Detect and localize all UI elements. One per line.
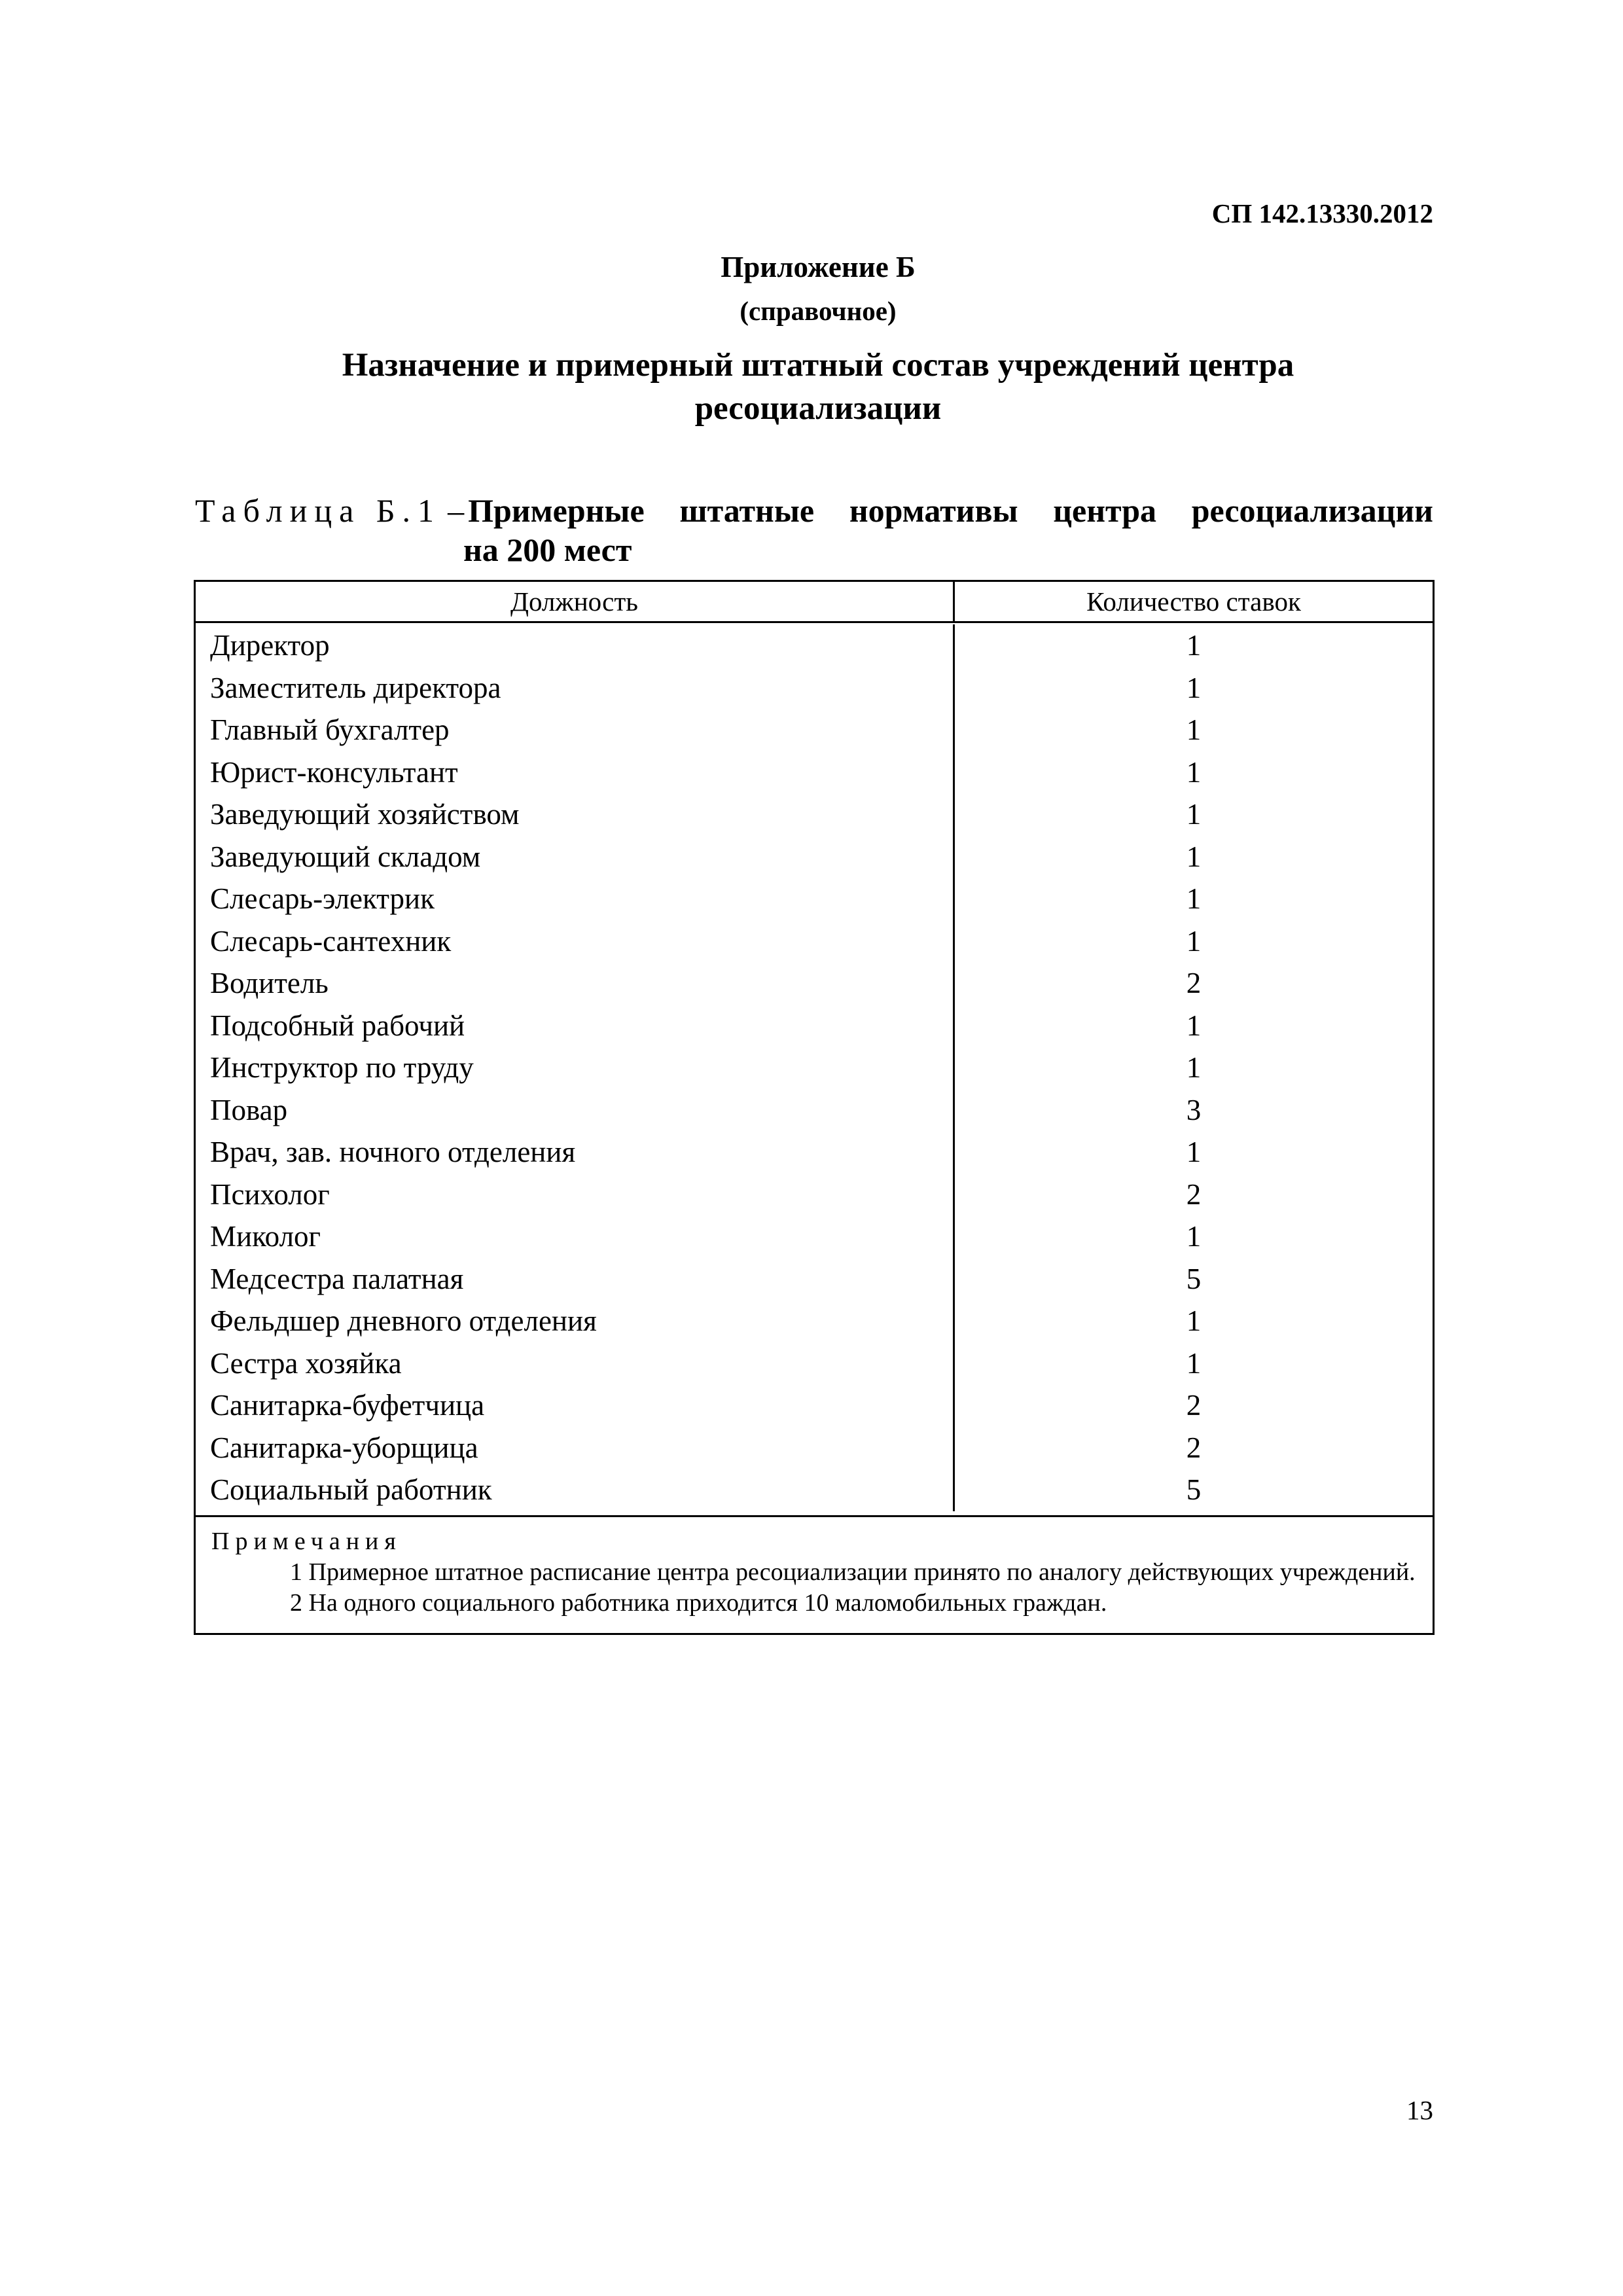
table-row bbox=[196, 624, 1433, 667]
cell-quantity: 1 bbox=[1186, 1136, 1202, 1169]
table-notes bbox=[196, 1517, 1433, 1633]
table-body bbox=[196, 623, 1433, 1517]
cell-position: Подсобный рабочий bbox=[196, 1005, 955, 1047]
cell-quantity: 1 bbox=[1186, 629, 1202, 662]
cell-quantity: 2 bbox=[1186, 1431, 1202, 1464]
cell-position: Директор bbox=[196, 624, 955, 667]
cell-position: Повар bbox=[196, 1089, 955, 1132]
cell-position: Заведующий складом bbox=[196, 836, 955, 878]
cell-position: Заведующий хозяйством bbox=[196, 793, 955, 836]
table-row bbox=[196, 1047, 1433, 1089]
table-row bbox=[196, 1300, 1433, 1342]
caption-word: ресоциализации bbox=[1191, 492, 1433, 529]
cell-quantity: 1 bbox=[1186, 1220, 1202, 1253]
table-row bbox=[196, 836, 1433, 878]
caption-word: Примерные bbox=[468, 492, 645, 529]
table-caption bbox=[195, 491, 1433, 569]
cell-position: Юрист-консультант bbox=[196, 751, 955, 794]
column-header-position: Должность bbox=[196, 582, 955, 621]
cell-position: Слесарь-электрик bbox=[196, 878, 955, 920]
table-caption-text bbox=[468, 491, 1433, 530]
cell-position: Медсестра палатная bbox=[196, 1258, 955, 1300]
table-row bbox=[196, 1174, 1433, 1216]
caption-word: центра bbox=[1053, 492, 1157, 529]
cell-quantity: 5 bbox=[1186, 1262, 1202, 1295]
table-row bbox=[196, 1427, 1433, 1469]
table-row bbox=[196, 793, 1433, 836]
cell-quantity: 1 bbox=[1186, 671, 1202, 704]
staff-table bbox=[194, 580, 1435, 1635]
caption-word: штатные bbox=[679, 492, 815, 529]
cell-position: Слесарь-сантехник bbox=[196, 920, 955, 963]
table-row bbox=[196, 1089, 1433, 1132]
notes-title: Примечания bbox=[211, 1527, 402, 1555]
note-item: 2 На одного социального работника приходится 10 маломобильных граждан. bbox=[290, 1588, 1107, 1617]
cell-position: Социальный работник bbox=[196, 1469, 955, 1511]
table-row bbox=[196, 1469, 1433, 1511]
table-row bbox=[196, 667, 1433, 709]
cell-quantity: 1 bbox=[1186, 755, 1202, 789]
table-caption-label: Таблица Б.1 bbox=[195, 492, 442, 529]
table-row bbox=[196, 1005, 1433, 1047]
table-row bbox=[196, 878, 1433, 920]
cell-position: Миколог bbox=[196, 1215, 955, 1258]
cell-quantity: 5 bbox=[1186, 1473, 1202, 1507]
column-header-quantity: Количество ставок bbox=[1086, 586, 1301, 617]
document-code: СП 142.13330.2012 bbox=[1211, 198, 1433, 228]
cell-quantity: 1 bbox=[1186, 840, 1202, 873]
cell-quantity: 2 bbox=[1186, 1177, 1202, 1211]
cell-quantity: 2 bbox=[1186, 1389, 1202, 1422]
cell-position: Заместитель директора bbox=[196, 667, 955, 709]
cell-position: Психолог bbox=[196, 1174, 955, 1216]
table-header-row bbox=[196, 582, 1433, 623]
cell-quantity: 1 bbox=[1186, 1346, 1202, 1380]
cell-position: Санитарка-уборщица bbox=[196, 1427, 955, 1469]
cell-quantity: 3 bbox=[1186, 1093, 1202, 1126]
cell-quantity: 1 bbox=[1186, 882, 1202, 916]
cell-quantity: 1 bbox=[1186, 1304, 1202, 1338]
cell-position: Сестра хозяйка bbox=[196, 1342, 955, 1385]
page-title-line-1: Назначение и примерный штатный состав учреждений центра bbox=[342, 347, 1294, 384]
cell-position: Врач, зав. ночного отделения bbox=[196, 1131, 955, 1174]
table-row bbox=[196, 1384, 1433, 1427]
cell-quantity: 1 bbox=[1186, 924, 1202, 958]
cell-quantity: 1 bbox=[1186, 1009, 1202, 1042]
table-caption-dash: – bbox=[448, 492, 465, 529]
page-title bbox=[0, 344, 1623, 430]
appendix-title: Приложение Б bbox=[721, 251, 916, 283]
cell-quantity: 1 bbox=[1186, 713, 1202, 747]
appendix-subtitle: (справочное) bbox=[740, 296, 897, 326]
cell-position: Водитель bbox=[196, 962, 955, 1005]
note-item: 1 Примерное штатное расписание центра ресоциализации принято по аналогу действующих учреждений. bbox=[290, 1558, 1416, 1586]
cell-quantity: 2 bbox=[1186, 967, 1202, 1000]
page-number: 13 bbox=[1406, 2095, 1433, 2125]
table-caption-line-2: на 200 мест bbox=[463, 531, 632, 568]
table-row bbox=[196, 920, 1433, 963]
table-row bbox=[196, 709, 1433, 751]
table-row bbox=[196, 751, 1433, 794]
table-row bbox=[196, 1342, 1433, 1385]
cell-quantity: 1 bbox=[1186, 1051, 1202, 1085]
cell-position: Инструктор по труду bbox=[196, 1047, 955, 1089]
table-row bbox=[196, 1215, 1433, 1258]
caption-word: нормативы bbox=[849, 492, 1018, 529]
table-row bbox=[196, 962, 1433, 1005]
table-row bbox=[196, 1258, 1433, 1300]
table-row bbox=[196, 1131, 1433, 1174]
cell-position: Санитарка-буфетчица bbox=[196, 1384, 955, 1427]
cell-quantity: 1 bbox=[1186, 798, 1202, 831]
page-title-line-2: ресоциализации bbox=[694, 390, 942, 427]
cell-position: Фельдшер дневного отделения bbox=[196, 1300, 955, 1342]
cell-position: Главный бухгалтер bbox=[196, 709, 955, 751]
